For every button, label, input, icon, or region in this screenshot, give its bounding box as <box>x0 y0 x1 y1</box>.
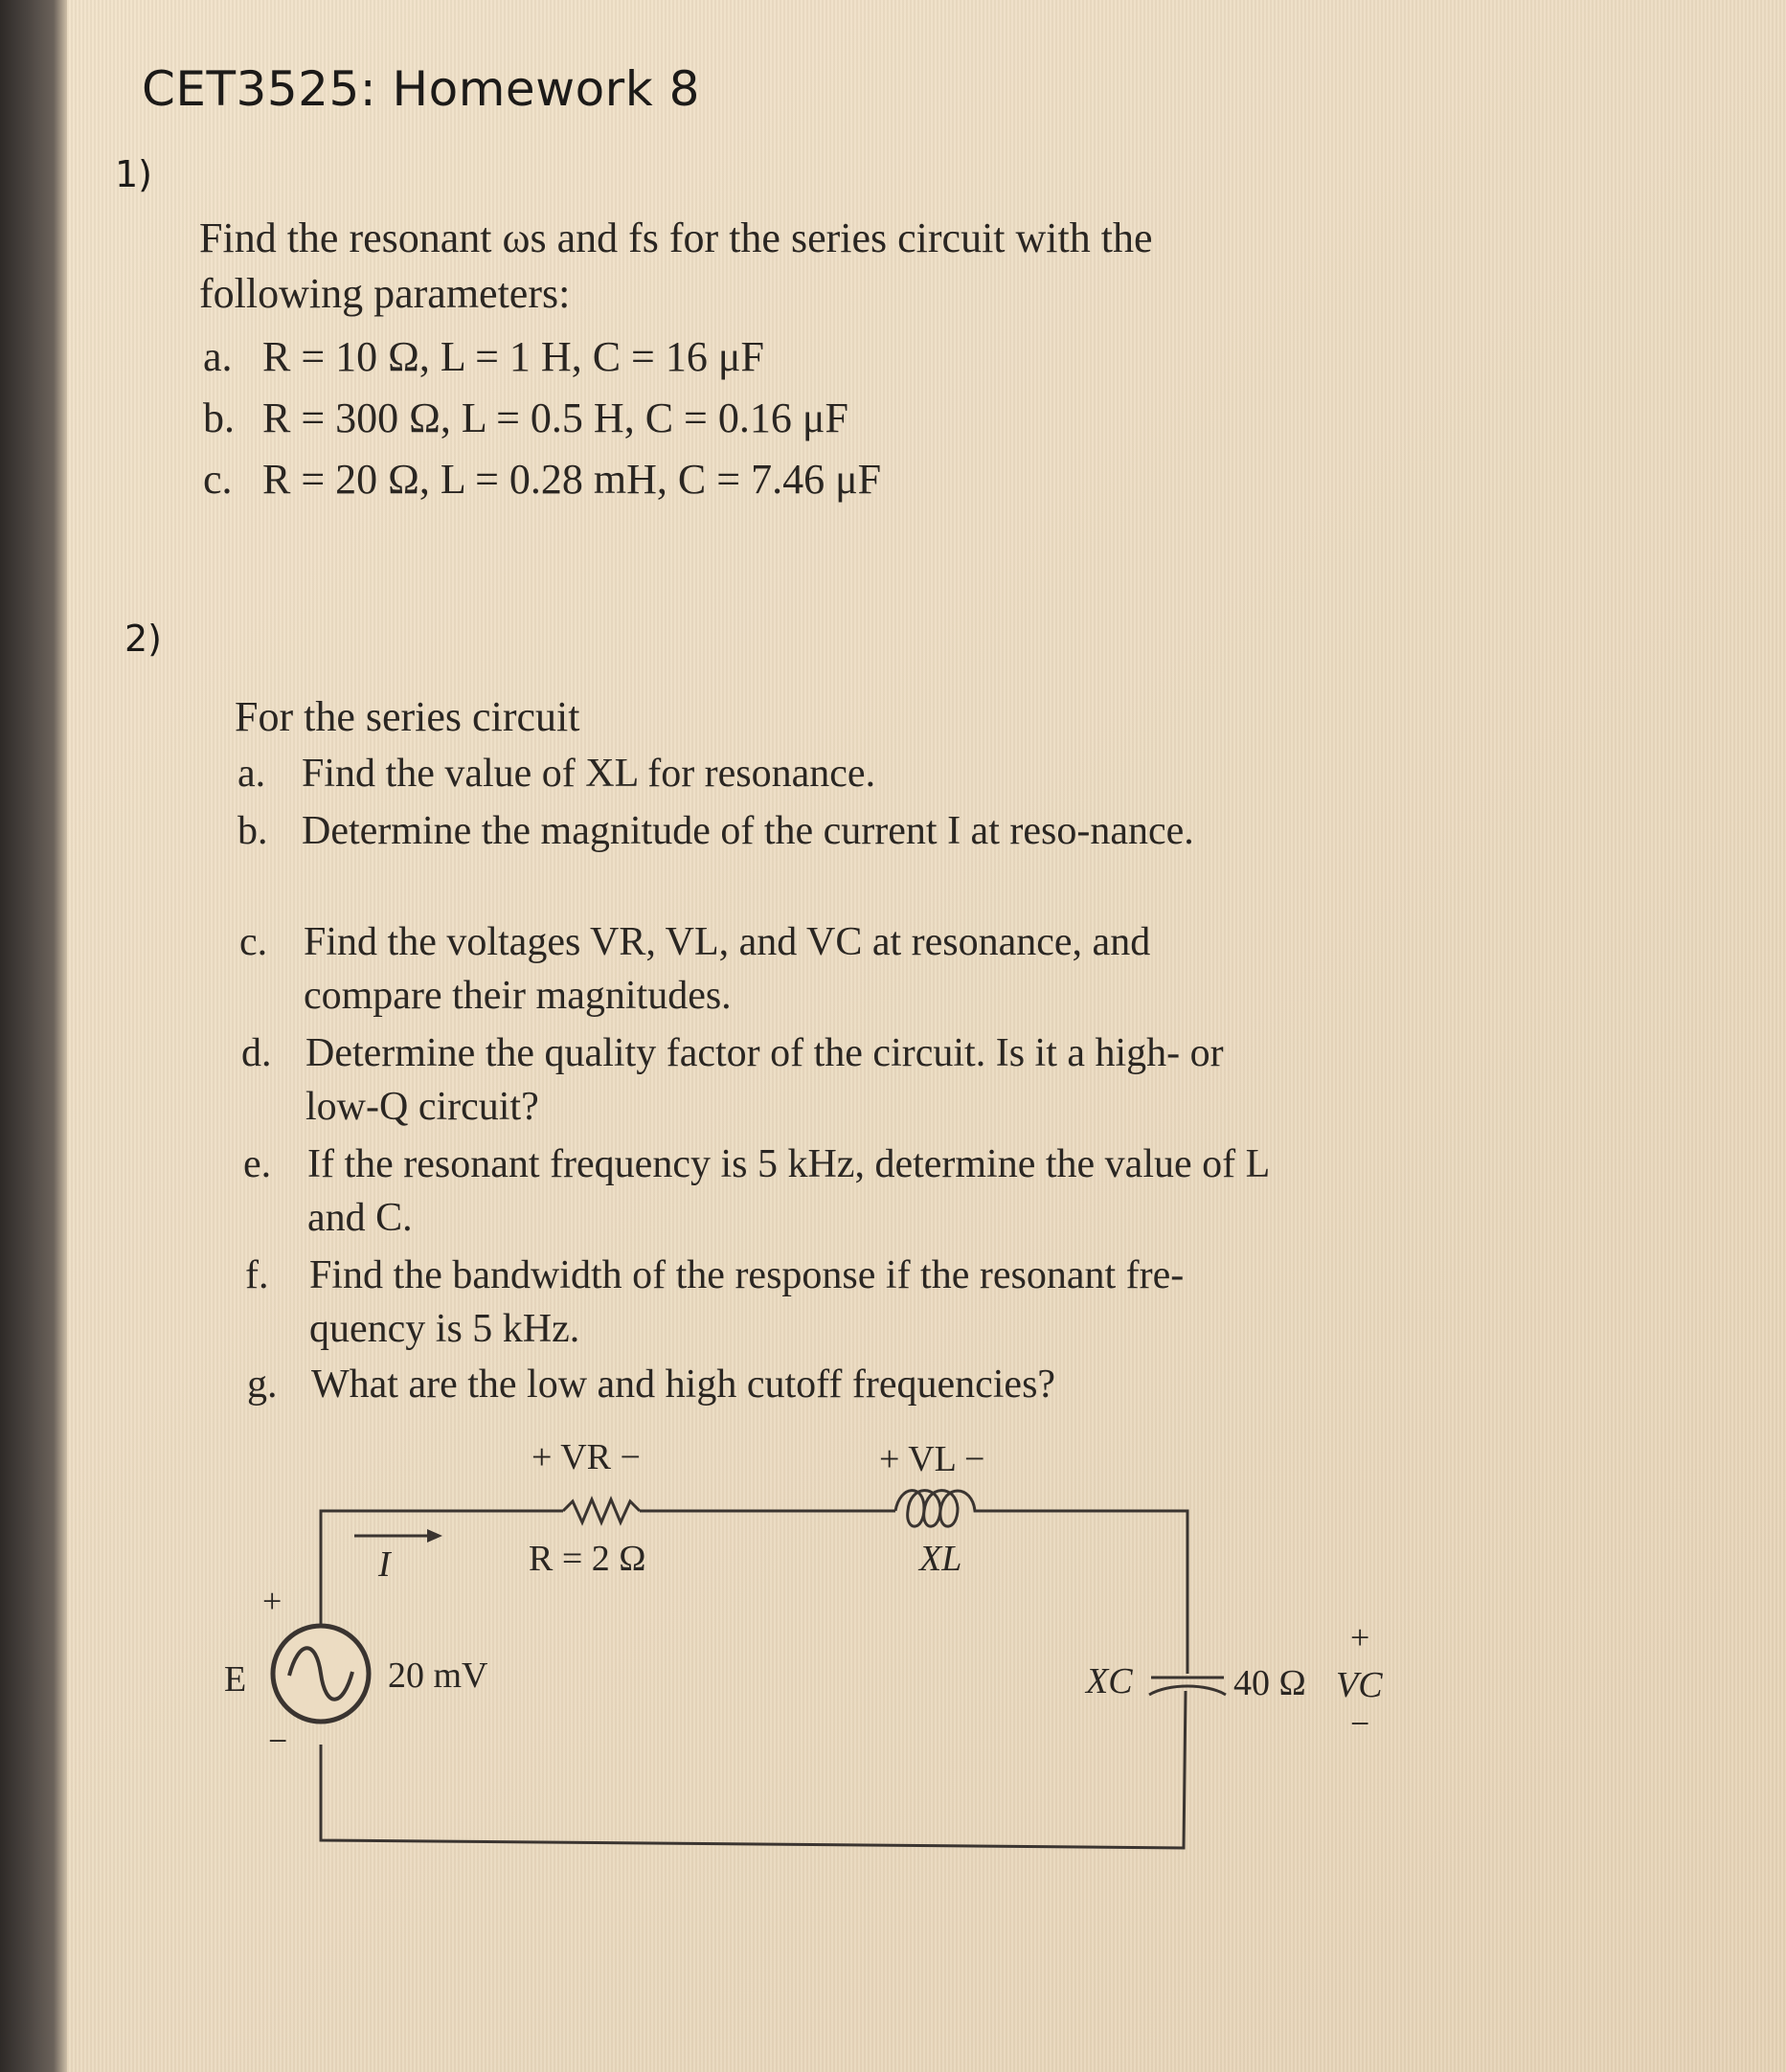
question-1-number: 1) <box>115 153 153 195</box>
source-name-label: E <box>224 1659 247 1700</box>
vc-minus-sign: − <box>1350 1704 1370 1743</box>
item-text: Find the bandwidth of the response if the resonant fre-quency is 5 kHz. <box>309 1253 1185 1351</box>
document-title: CET3525: Homework 8 <box>142 61 700 117</box>
item-text: Determine the magnitude of the current I at reso-nance. <box>302 809 1194 853</box>
item-label: a. <box>237 752 266 796</box>
capacitor-value-label: 40 Ω <box>1233 1663 1306 1703</box>
vl-label: + VL − <box>879 1439 985 1479</box>
capacitor-reactance-label: XC <box>1086 1661 1133 1701</box>
item-text: Find the voltages VR, VL, and VC at resonance, and compare their magnitudes. <box>304 920 1151 1018</box>
source-plus-sign: + <box>262 1582 283 1620</box>
item-label: d. <box>241 1031 272 1075</box>
question-2-intro: For the series circuit <box>235 693 580 740</box>
source-value-label: 20 mV <box>388 1655 488 1696</box>
capacitor-plate-bottom <box>1149 1686 1226 1695</box>
question-2-number: 2) <box>124 618 163 660</box>
item-label: b. <box>237 809 268 853</box>
item-label: c. <box>203 456 233 503</box>
item-label: g. <box>247 1363 278 1407</box>
wire-right-bottom <box>321 1691 1186 1848</box>
item-text: Determine the quality factor of the circuit. Is it a high- or low-Q circuit? <box>305 1031 1224 1129</box>
current-arrow-head <box>427 1529 442 1543</box>
question-1-intro: Find the resonant ωs and fs for the series circuit with the following parameters: <box>199 214 1153 317</box>
vc-label: VC <box>1336 1665 1383 1705</box>
item-text: Find the value of XL for resonance. <box>302 752 876 796</box>
resistor-value-label: R = 2 Ω <box>529 1539 646 1579</box>
item-text: R = 300 Ω, L = 0.5 H, C = 0.16 μF <box>262 394 848 441</box>
inductor-reactance-label: XL <box>919 1539 962 1579</box>
item-label: c. <box>239 920 268 964</box>
item-text: If the resonant frequency is 5 kHz, determine the value of L and C. <box>307 1142 1269 1240</box>
item-text: What are the low and high cutoff frequencies? <box>311 1363 1056 1407</box>
item-text: R = 10 Ω, L = 1 H, C = 16 μF <box>262 333 764 380</box>
resistor-symbol <box>563 1499 640 1522</box>
wire-top-right <box>996 1511 1187 1674</box>
item-label: f. <box>245 1253 269 1297</box>
source-minus-sign: − <box>268 1722 288 1760</box>
inductor-symbol <box>895 1491 996 1527</box>
item-label: e. <box>243 1142 272 1186</box>
item-label: a. <box>203 333 233 380</box>
current-label: I <box>378 1544 391 1585</box>
vr-label: + VR − <box>531 1437 641 1477</box>
item-text: R = 20 Ω, L = 0.28 mH, C = 7.46 μF <box>262 456 882 503</box>
item-label: b. <box>203 394 235 441</box>
vc-plus-sign: + <box>1350 1618 1370 1656</box>
